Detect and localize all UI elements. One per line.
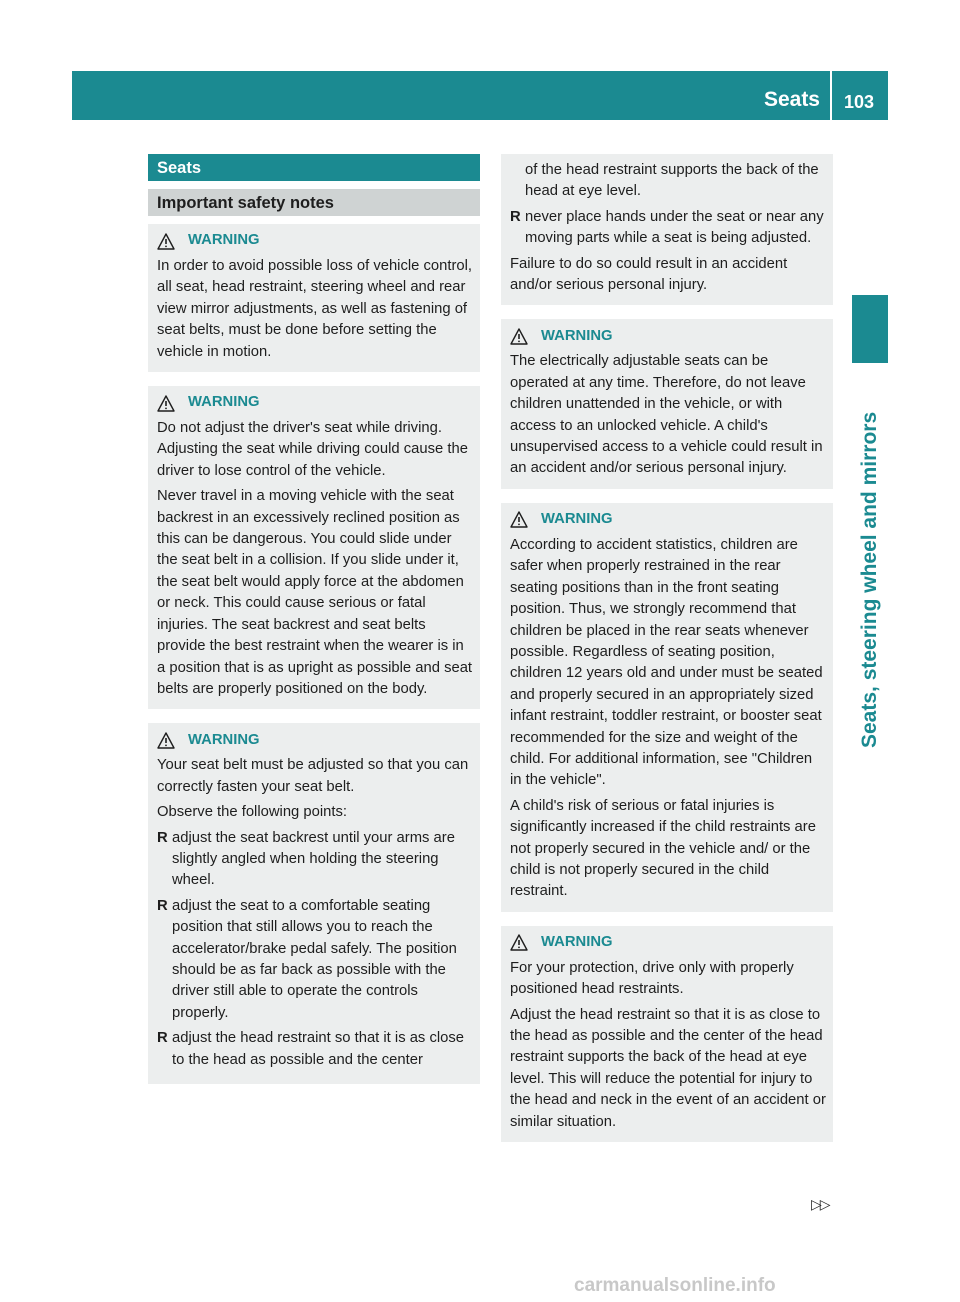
warning-triangle-icon	[157, 395, 175, 412]
warning-heading	[510, 932, 826, 954]
warning-text: According to accident statistics, children are safer when properly restrained in the rear seating positions than in the front seating position. Thus, we strongly recommend that children be placed in the rear seats whenever possible. Regardless of seating position, children 12 years old and under must be seated and properly secured in an appropriately sized infant restraint, toddler restraint, or booster seat recommended for the size and weight of the child. For additional information, see "Children in the vehicle".	[510, 536, 823, 789]
warning-text: of the head restraint supports the back of the head at eye level.	[525, 162, 819, 200]
warning-label: WARNING	[541, 327, 613, 344]
warning-box	[148, 723, 480, 1084]
subsection-title: Important safety notes	[148, 189, 480, 216]
warning-triangle-icon	[510, 934, 528, 951]
warning-label: WARNING	[188, 731, 260, 748]
warning-triangle-icon	[157, 732, 175, 749]
warning-box	[501, 503, 833, 912]
warning-text: Failure to do so could result in an accident and/or serious personal injury.	[510, 255, 788, 294]
list-item	[157, 1028, 473, 1071]
bullet-marker: R	[510, 208, 521, 225]
warning-triangle-icon	[510, 328, 528, 345]
warning-text: Observe the following points:	[157, 804, 347, 821]
warning-box	[501, 319, 833, 488]
list-item-text: adjust the head restraint so that it is as close to the head as possible and the center	[172, 1030, 464, 1068]
list-item	[157, 896, 473, 1024]
warning-label: WARNING	[541, 934, 613, 951]
warning-box-continued	[501, 154, 833, 305]
warning-text: Never travel in a moving vehicle with the seat backrest in an excessively reclined position as this can be dangerous. You could slide under the seat belt in a collision. If you slide under it, the seat belt would apply force at the abdomen or neck. This could cause serious or fatal injuries. The seat backrest and seat belts provide the best restraint when the wearer is in a position that is as upright as possible and seat belts are properly positioned on the body.	[157, 488, 473, 697]
bullet-marker: R	[157, 829, 168, 846]
warning-heading	[510, 325, 826, 347]
warning-text: Adjust the head restraint so that it is as close to the head as possible and the center of the head restraint supports the back of the head at eye level. This will reduce the potential for injury to the head and neck in the event of an accident or similar situation.	[510, 1006, 826, 1130]
warning-heading	[510, 509, 826, 531]
continued-arrows-icon: ▷▷	[811, 1196, 829, 1212]
list-item-text: adjust the seat backrest until your arms are slightly angled when holding the steering wheel.	[172, 829, 455, 889]
header-title: Seats	[763, 88, 820, 111]
right-column	[501, 154, 833, 1142]
warning-label: WARNING	[188, 394, 260, 411]
warning-box	[148, 224, 480, 372]
warning-text: Your seat belt must be adjusted so that you can correctly fasten your seat belt.	[157, 757, 469, 795]
list-item-text: adjust the seat to a comfortable seating position that still allows you to reach the accelerator/brake pedal safely. The position should be as far back as possible with the driver still able to operate the controls properly.	[172, 897, 457, 1021]
chapter-tab	[852, 295, 888, 363]
warning-heading	[157, 392, 473, 414]
left-column	[148, 154, 480, 1084]
page-number: 103	[843, 92, 875, 112]
warning-triangle-icon	[510, 511, 528, 528]
header-bar	[72, 71, 888, 120]
warning-heading	[157, 729, 473, 751]
bullet-marker: R	[157, 1030, 168, 1047]
section-title: Seats	[148, 154, 480, 181]
warning-triangle-icon	[157, 233, 175, 250]
warning-text: For your protection, drive only with properly positioned head restraints.	[510, 959, 794, 998]
warning-label: WARNING	[188, 232, 260, 249]
warning-label: WARNING	[541, 511, 613, 528]
list-item	[157, 828, 473, 892]
header-divider	[830, 71, 832, 120]
chapter-label: Seats, steering wheel and mirrors	[858, 411, 881, 748]
list-item	[510, 207, 826, 250]
warning-text: A child's risk of serious or fatal injuries is significantly increased if the child restraints are not properly secured in the vehicle and/ or the child is not properly secured in the child restraint.	[510, 797, 816, 900]
bullet-marker: R	[157, 897, 168, 914]
list-item-text: never place hands under the seat or near any moving parts while a seat is being adjusted.	[525, 208, 824, 247]
warning-box	[148, 386, 480, 709]
warning-box	[501, 926, 833, 1142]
watermark: carmanualsonline.info	[574, 1275, 776, 1296]
warning-text: Do not adjust the driver's seat while driving. Adjusting the seat while driving could cause the driver to lose control of the vehicle.	[157, 420, 468, 479]
warning-text: In order to avoid possible loss of vehicle control, all seat, head restraint, steering wheel and rear view mirror adjustments, as well as fastening of seat belts, must be done before setting the vehicle in motion.	[157, 258, 473, 360]
warning-text: The electrically adjustable seats can be operated at any time. Therefore, do not leave children unattended in the vehicle, or with access to an unlocked vehicle. A child's unsupervised access to a vehicle could result in an accident and/or serious personal injury.	[510, 353, 823, 477]
warning-heading	[157, 230, 473, 252]
